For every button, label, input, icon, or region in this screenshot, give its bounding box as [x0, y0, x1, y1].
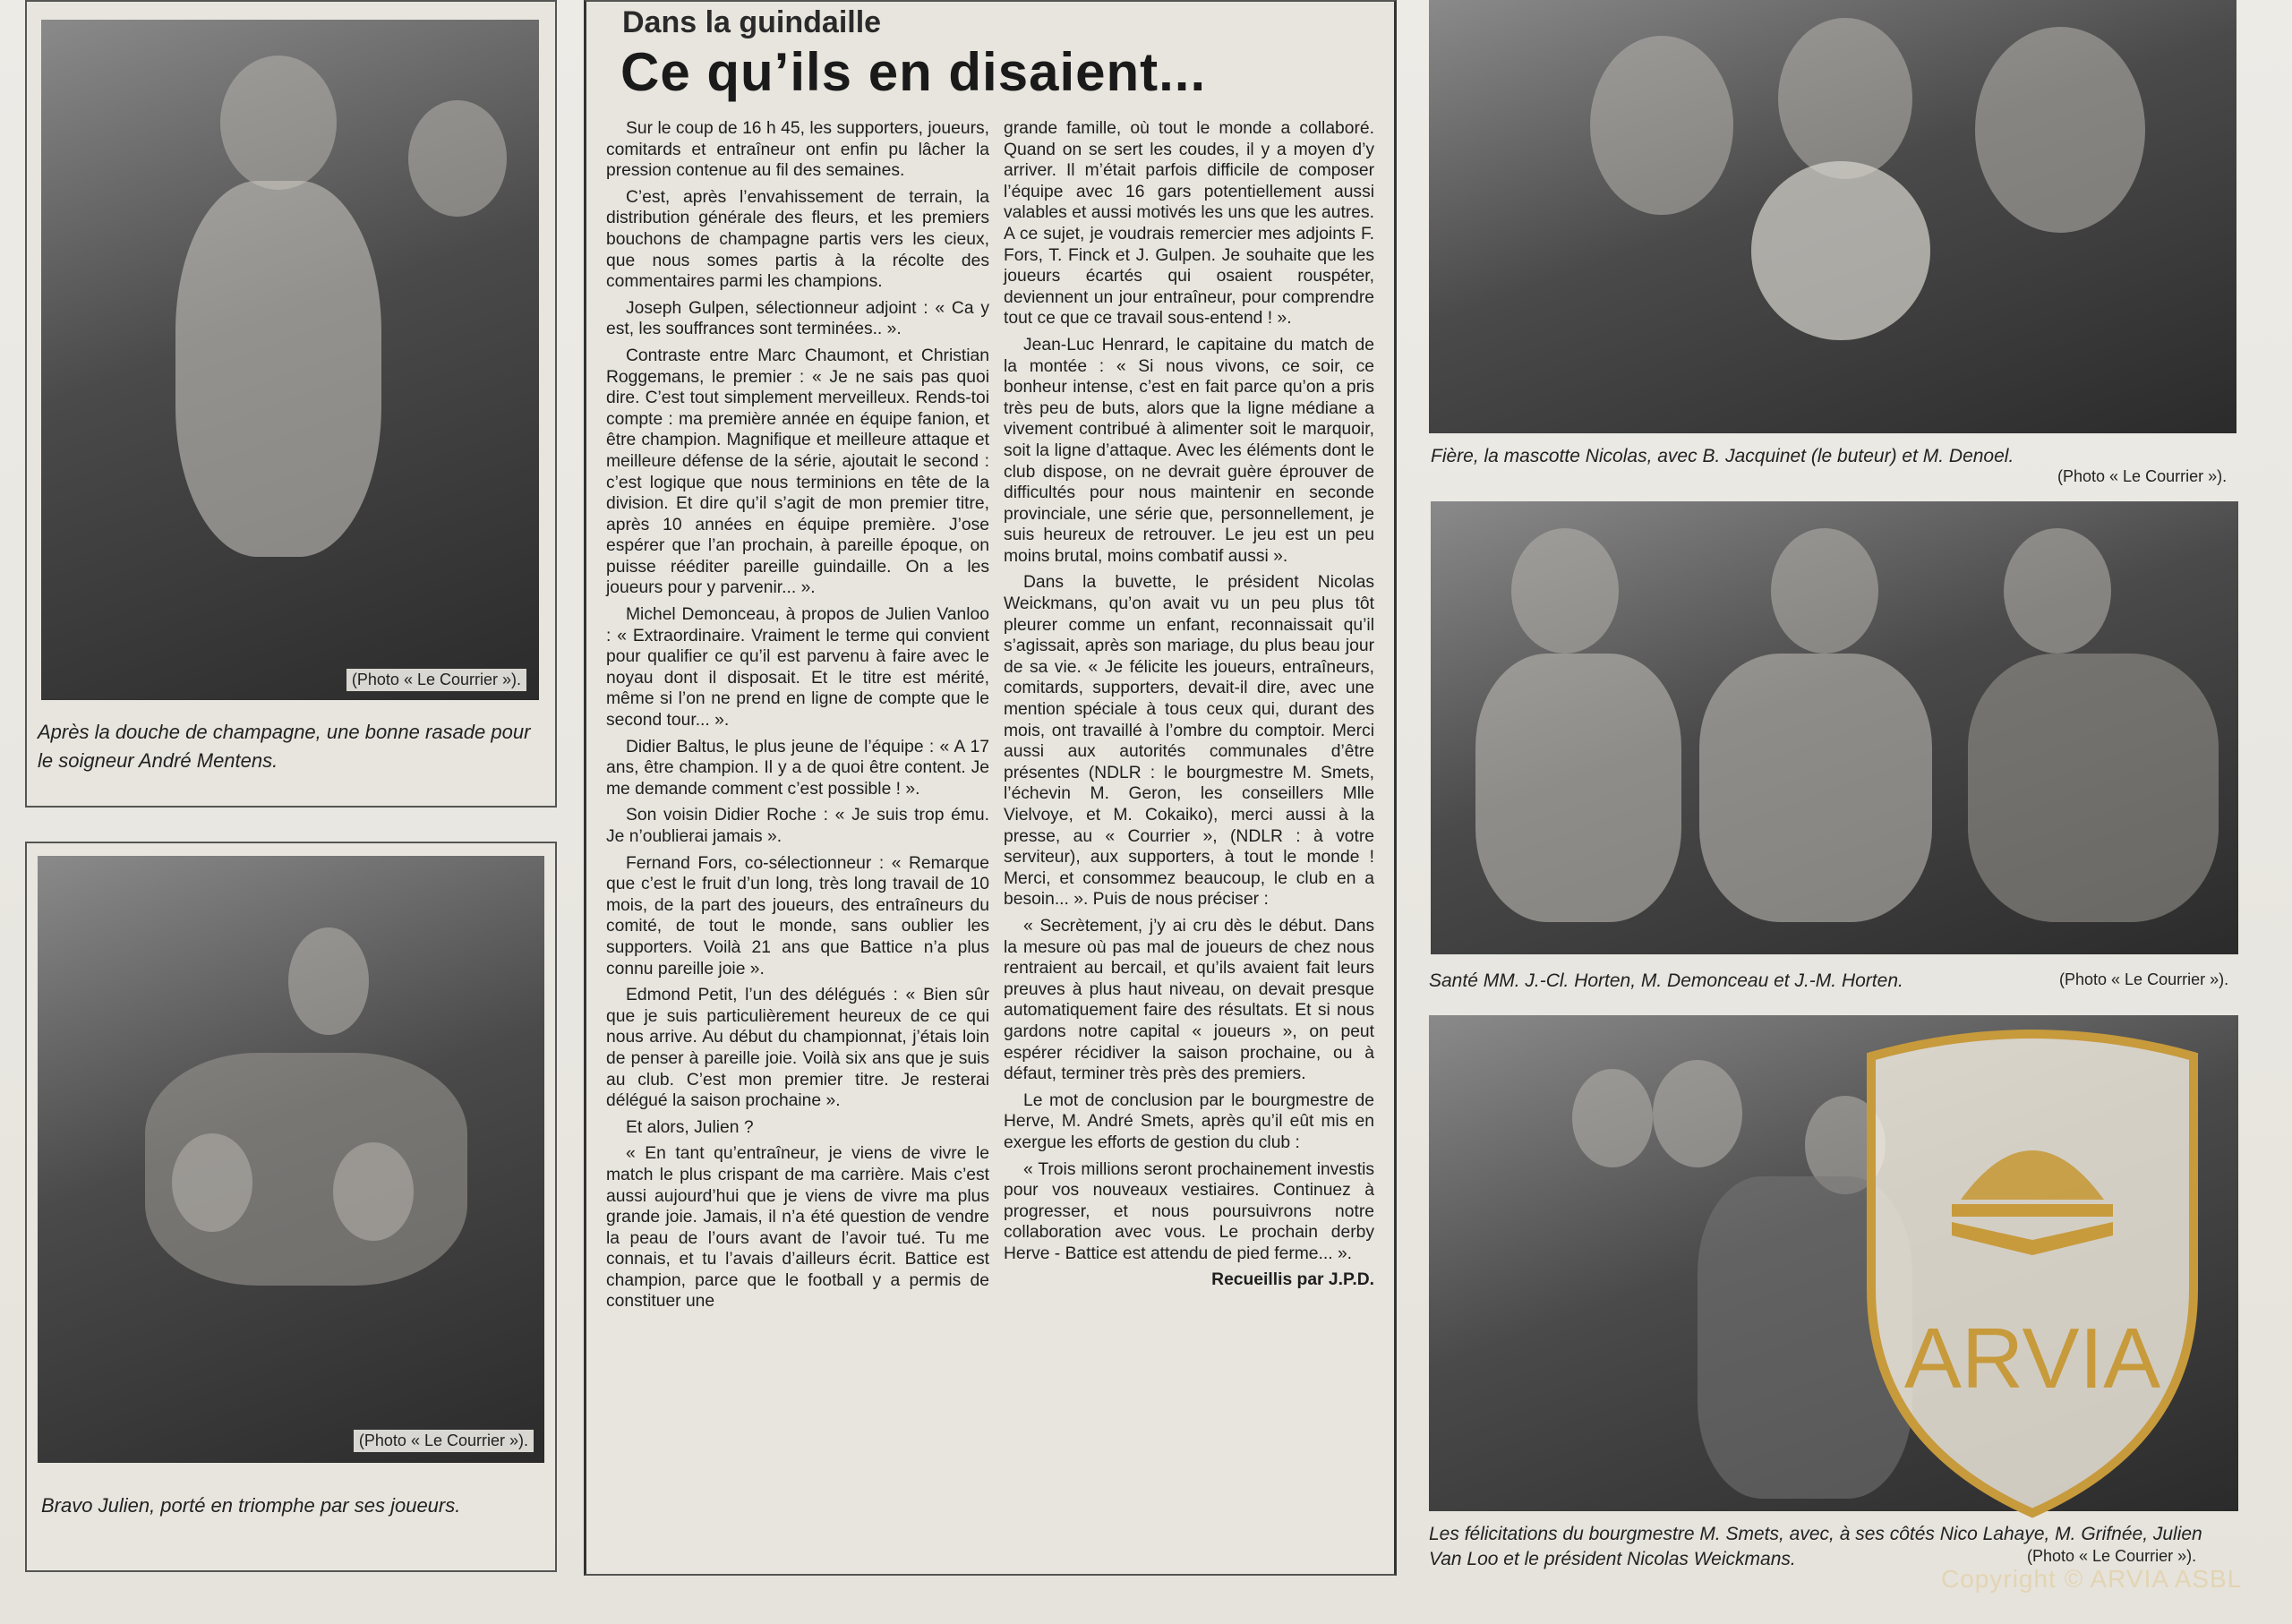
photo-mascot [1429, 0, 2236, 433]
paragraph: Didier Baltus, le plus jeune de l’équipe : « A 17 ans, être champion. Il y a de quoi être content. Je me demande comment c’est possible ! ». [606, 737, 989, 799]
photo-frame-bottom-left [25, 842, 557, 1572]
article-frame [584, 0, 1397, 1576]
article-headline: Ce qu’ils en disaient... [620, 42, 1207, 102]
article-signature: Recueillis par J.P.D. [1211, 1270, 1374, 1290]
photo-champagne-shower [41, 20, 539, 700]
photo-credit: (Photo « Le Courrier »). [346, 669, 526, 691]
article-kicker: Dans la guindaille [622, 5, 882, 39]
photo-caption: Les félicitations du bourgmestre M. Smets, avec, à ses côtés Nico Lahaye, M. Grifnée, Julien Van Loo et le président Nicolas Weickmans. [1429, 1524, 2202, 1569]
paragraph: grande famille, où tout le monde a collaboré. Quand on se sert les coudes, il y a moyen d’y arriver. Il m’était parfois difficile de composer l’équipe avec 16 gars potentiellement aussi valables et aussi motivés les uns que les autres. A ce sujet, je voudrais remercier mes adjoints F. Fors, T. Finck et J. Gulpen. Je souhaite que les joueurs écartés qui osaient rouspéter, deviennent un jour entraîneur, pour comprendre tout ce que ce travail sous-entend ! ». [1004, 119, 1374, 329]
article-column-1 [606, 118, 989, 1318]
paragraph: Fernand Fors, co-sélectionneur : « Remarque que c’est le fruit d’un long, très long travail de 10 mois, de la part des joueurs, des entraîneurs du comité, de tout le monde, sans oublier les supporters. Voilà 21 ans que Battice n’a plus connu pareille joie ». [606, 853, 989, 979]
paragraph: C’est, après l’envahissement de terrain, la distribution générale des fleurs, et les premiers bouchons de champagne partis vers les cieux, que nous somes partis à la récolte des commentaires parmi les champions. [606, 187, 989, 292]
photo-caption: Après la douche de champagne, une bonne rasade pour le soigneur André Mentens. [38, 721, 531, 772]
paragraph: Jean-Luc Henrard, le capitaine du match de la montée : « Si nous vivons, ce soir, ce bonheur intense, c’est en fait parce qu’on a pris très peu de buts, alors que la ligne médiane a vivement contribué à alimenter soit le marquoir, soit la ligne d’attaque. Avec les éléments dont le club dispose, on ne devrait guère éprouver de difficultés pour nous maintenir en seconde provinciale, une série que, personnellement, je suis heureux de retrouver. Le jeu est un peu moins brutal, moins combatif aussi ». [1004, 335, 1374, 566]
paragraph: Michel Demonceau, à propos de Julien Vanloo : « Extraordinaire. Vraiment le terme qui convient pour qualifier ce qu’il est parvenu à faire avec le noyau dont il disposait. Et le titre est mérité, même si l’on ne prend en ligne de compte que le second tour... ». [606, 605, 989, 731]
photo-caption: Bravo Julien, porté en triomphe par ses joueurs. [41, 1494, 461, 1517]
photo-credit: (Photo « Le Courrier »). [2059, 970, 2229, 988]
paragraph: Contraste entre Marc Chaumont, et Christian Roggemans, le premier : « Je ne sais pas quoi dire. C’est tout simplement merveilleux. Rends-toi compte : ma première année en équipe fanion, et être champion. Magnifique et meilleure attaque et meilleure défense de la série, ajoutait le second : c’est logique que nous terminions en tête de la division. Et dire qu’il s’agit de mon premier titre, après 10 années en équipe première. J’ose espérer que l’an prochain, à pareille époque, on puisse rééditer pareille guindaille. On a les joueurs pour y parvenir... ». [606, 346, 989, 598]
arvia-logo [1853, 1021, 2211, 1522]
photo-frame-top-left [25, 0, 557, 808]
photo-three-players-drinking [1431, 501, 2238, 954]
paragraph: « En tant qu’entraîneur, je viens de vivre le match le plus crispant de ma carrière. Mais c’est aussi aujourd’hui que je viens de vivre ma plus grande joie. Jamais, il n’a été question de vendre la peau de l’ours avant de l’avoir tué. Tu me connais, et tu l’avais d’ailleurs écrit. Battice est champion, parce que le football y a permis de constituer une [606, 1144, 989, 1312]
photo-credit: (Photo « Le Courrier »). [2057, 467, 2228, 485]
paragraph: Sur le coup de 16 h 45, les supporters, joueurs, comitards et entraîneur ont enfin pu lâcher la pression contenue au fil des semaines. [606, 119, 989, 181]
paragraph: « Trois millions seront prochainement investis pour vos nouveaux vestiaires. Continuez à progresser, et nous poursuivrons notre collaboration avec vous. Le prochain derby Herve - Battice est attendu de pied ferme... ». [1004, 1159, 1374, 1263]
paragraph: « Secrètement, j’y ai cru dès le début. Dans la mesure où pas mal de joueurs de chez nous rentraient au bercail, et qu’ils avaient fait leurs preuves à plus haut niveau, on devait presque automatiquement faire des résultats. Et si nous gardons notre capital « joueurs », on peut espérer récidiver la saison prochaine, ou à défaut, terminer très près des premiers. [1004, 916, 1374, 1084]
paragraph: Et alors, Julien ? [626, 1117, 754, 1137]
article-column-2 [1004, 118, 1374, 1296]
photo-credit: (Photo « Le Courrier »). [354, 1430, 534, 1452]
logo-text: ARVIA [1903, 1311, 2161, 1406]
paragraph: Joseph Gulpen, sélectionneur adjoint : « Ca y est, les souffrances sont terminées.. ». [606, 298, 989, 339]
paragraph: Le mot de conclusion par le bourgmestre de Herve, M. André Smets, après qu’il eût mis en exergue les efforts de gestion du club : [1004, 1090, 1374, 1152]
photo-credit: (Photo « Le Courrier »). [2027, 1547, 2197, 1565]
copyright-watermark: Copyright © ARVIA ASBL [1941, 1565, 2243, 1593]
paragraph: Edmond Petit, l’un des délégués : « Bien sûr que je suis particulièrement heureux de ce qui nous arrive. Au début du championnat, j’étais loin de penser à pareille joie. Voilà six ans que je suis au club. C’est mon premier titre. Je resterai délégué la saison prochaine ». [606, 986, 989, 1111]
photo-coach-triumph [38, 856, 544, 1463]
paragraph: Son voisin Didier Roche : « Je suis trop ému. Je n’oublierai jamais ». [606, 806, 989, 846]
paragraph: Dans la buvette, le président Nicolas Weickmans, qu’on avait vu un peu plus tôt pleurer comme un enfant, reconnaissait qu’il s’agissait, après son mariage, du plus beau jour de sa vie. « Je félicite les joueurs, entraîneurs, comitards, supporters, devait-il dire, avec une mention spéciale à tous ceux qui, durant des mois, ont travaillé à l’ombre du comptoir. Merci aussi aux autorités communales d’être présentes (NDLR : le bourgmestre M. Smets, l’échevin M. Geron, les conseillers Mlle Vielvoye, et M. Cokaiko), merci aussi à la presse, au « Courrier », (NDLR : à votre serviteur), aux supporters, à tout le monde ! Merci, et consommez beaucoup, le club en a besoin... ». Puis de nous préciser : [1004, 573, 1374, 910]
photo-caption: Santé MM. J.-Cl. Horten, M. Demonceau et J.-M. Horten. [1429, 970, 1903, 991]
photo-caption: Fière, la mascotte Nicolas, avec B. Jacquinet (le buteur) et M. Denoel. [1431, 446, 2014, 466]
